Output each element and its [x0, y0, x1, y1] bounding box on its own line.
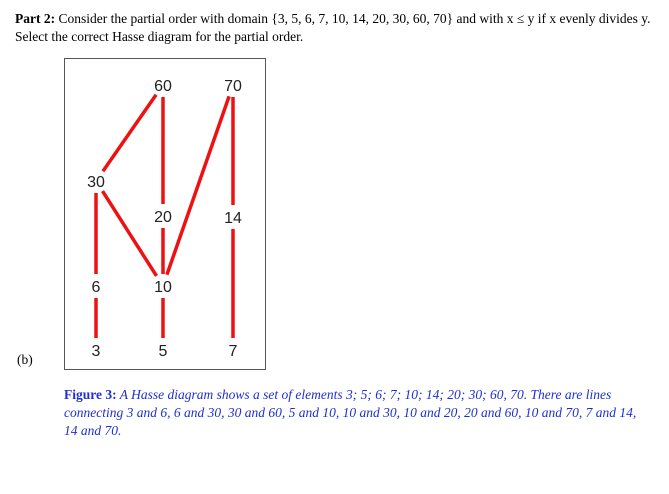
hasse-diagram[interactable] [64, 58, 266, 370]
node-60: 60 [154, 78, 172, 95]
node-5: 5 [158, 343, 168, 360]
caption-text: A Hasse diagram shows a set of elements 3; 5; 6; 7; 10; 14; 20; 30; 60, 70. There are lines connecting 3 and 6, 6 and 30, 30 and 60, 5 and 10, 10 and 30, 10 and 20, 20 and 60, 10 and 70, 7 and 14, 14 and 70. [64, 387, 637, 438]
part-label: Part 2: [15, 11, 56, 26]
edge-30-60 [103, 95, 156, 171]
question-body: Consider the partial order with domain {3, 5, 6, 7, 10, 14, 20, 30, 60, 70} and with x ≤ y if x evenly divides y. Select the correct Hasse diagram for the partial order. [15, 11, 651, 44]
node-3: 3 [91, 343, 101, 360]
option-label[interactable]: (b) [17, 352, 33, 367]
node-14: 14 [224, 210, 242, 227]
node-30: 30 [87, 174, 105, 191]
figure-label: Figure 3: [64, 387, 117, 402]
node-7: 7 [228, 343, 238, 360]
node-6: 6 [91, 279, 101, 296]
figure-caption [64, 386, 649, 440]
node-10: 10 [154, 279, 172, 296]
question-text [15, 10, 655, 46]
edge-10-70 [167, 96, 229, 274]
node-20: 20 [154, 209, 172, 226]
hasse-diagram-canvas [65, 59, 267, 371]
node-70: 70 [224, 78, 242, 95]
edge-10-30 [103, 191, 157, 276]
